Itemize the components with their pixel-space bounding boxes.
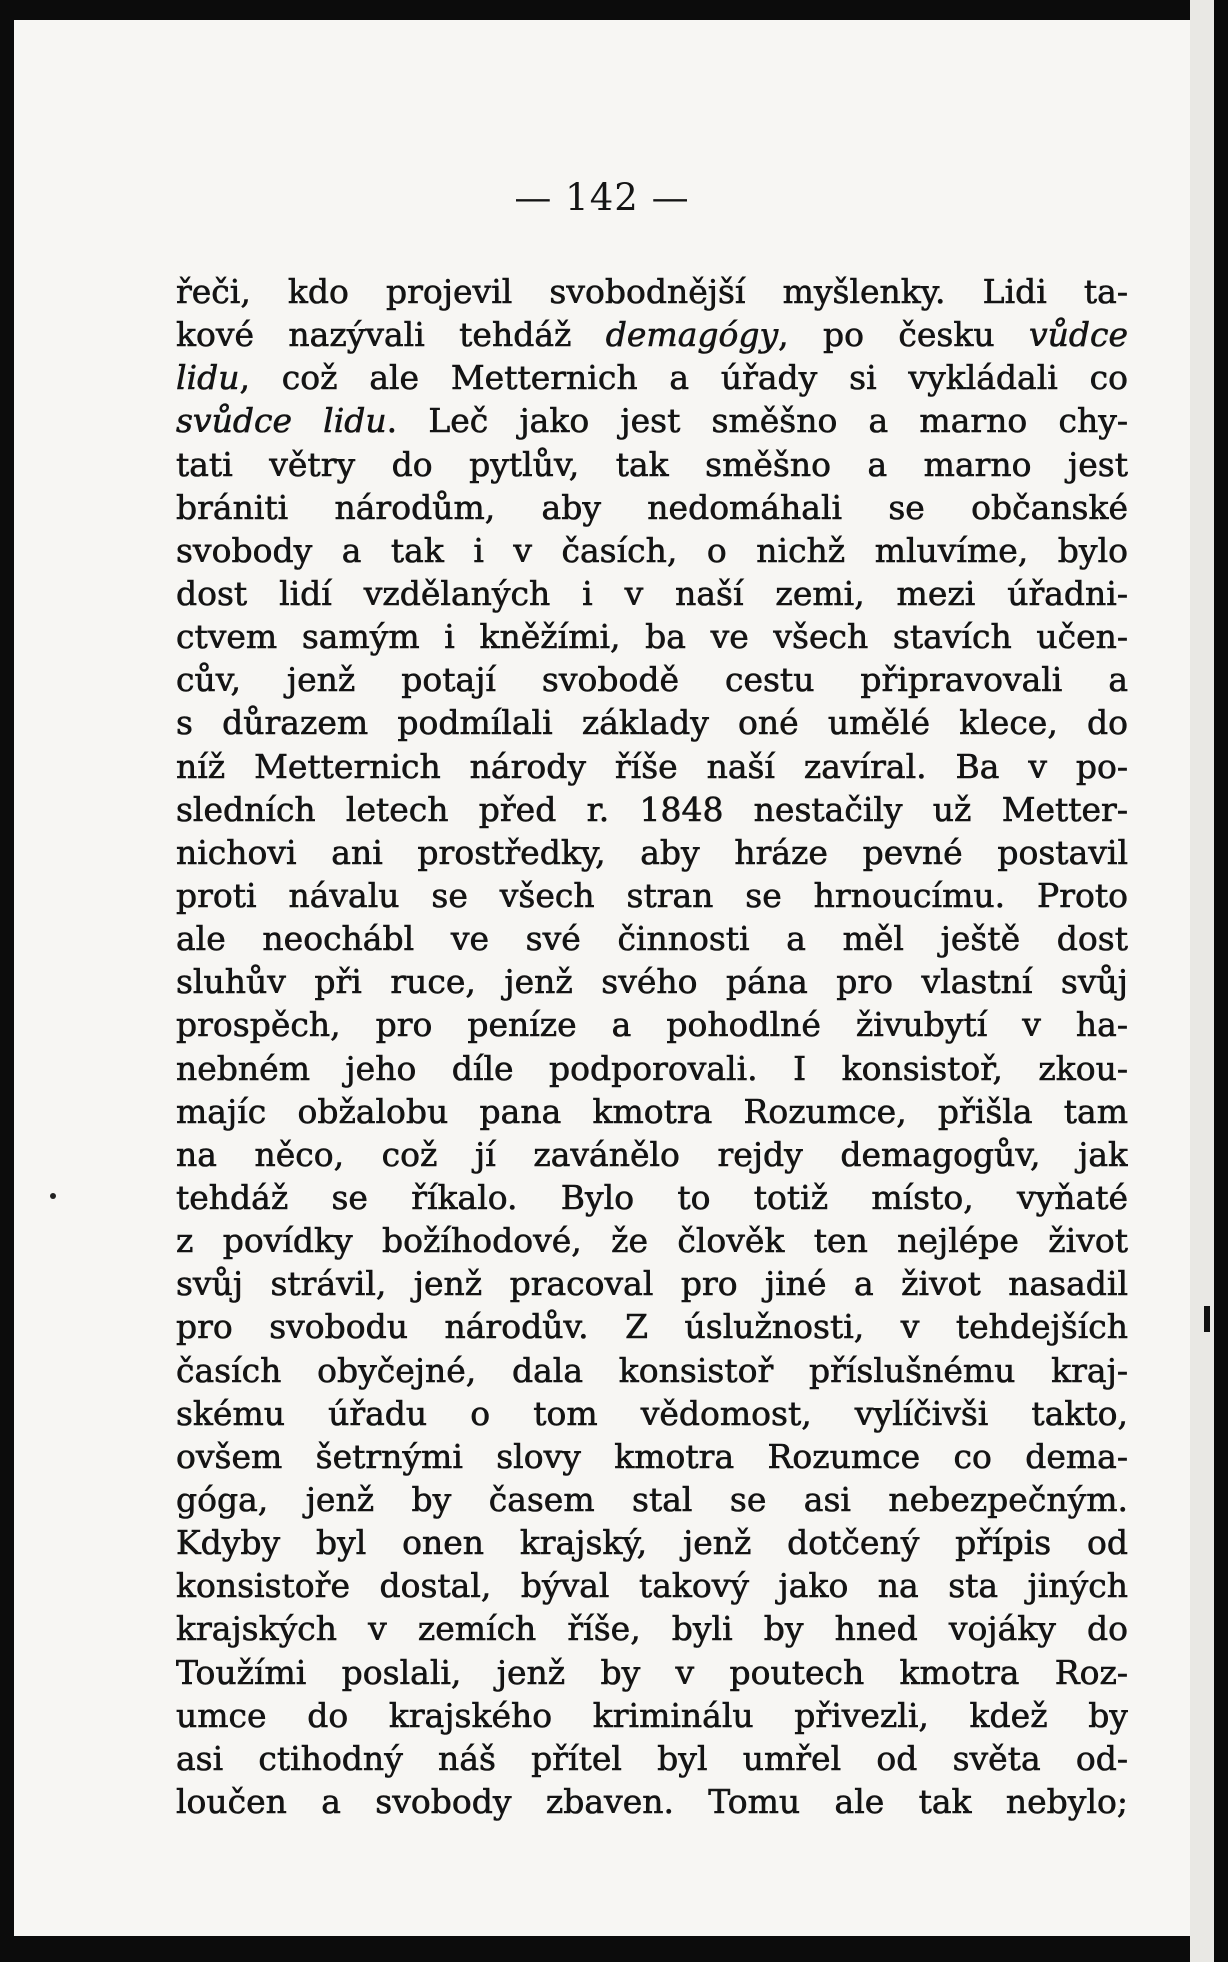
text-line: níž Metternich národy říše naší zavíral. Ba v po- bbox=[176, 746, 1128, 786]
text-line: sluhův při ruce, jenž svého pána pro vlastní svůj bbox=[176, 962, 1128, 1002]
text-line: svůj strávil, jenž pracoval pro jiné a život nasadil bbox=[176, 1264, 1128, 1304]
text-line: krajských v zemích říše, byli by hned vojáky do bbox=[176, 1609, 1128, 1649]
text-line: svobody a tak i v časích, o nichž mluvíme, bylo bbox=[176, 530, 1128, 570]
text-line: tehdáž se říkalo. Bylo to totiž místo, vyňaté bbox=[176, 1177, 1128, 1217]
text-line: majíc obžalobu pana kmotra Rozumce, přišla tam bbox=[176, 1091, 1128, 1131]
page-sheet bbox=[14, 20, 1190, 1936]
text-line: časích obyčejné, dala konsistoř příslušnému kraj- bbox=[176, 1350, 1128, 1390]
text-line: ctvem samým i kněžími, ba ve všech stavích učen- bbox=[176, 617, 1128, 657]
text-line: s důrazem podmílali základy oné umělé klece, do bbox=[176, 703, 1128, 743]
scan-border bbox=[1214, 0, 1228, 1962]
text-line: z povídky božíhodové, že člověk ten nejlépe život bbox=[176, 1221, 1128, 1261]
page-number: — 142 — bbox=[514, 176, 690, 219]
text-line: brániti národům, aby nedomáhali se občanské bbox=[176, 487, 1128, 527]
text-line: lidu, což ale Metternich a úřady si vykládali co bbox=[176, 358, 1128, 398]
text-line: ale neochábl ve své činnosti a měl ještě dost bbox=[176, 919, 1128, 959]
text-line: dost lidí vzdělaných i v naší zemi, mezi úřadni- bbox=[176, 573, 1128, 613]
text-line: loučen a svobody zbaven. Tomu ale tak nebylo; bbox=[176, 1781, 1128, 1821]
text-line: góga, jenž by časem stal se asi nebezpečným. bbox=[176, 1479, 1128, 1519]
ink-speck bbox=[50, 1193, 56, 1199]
text-line: umce do krajského kriminálu přivezli, kdež by bbox=[176, 1695, 1128, 1735]
text-line: Toužími poslali, jenž by v poutech kmotra Roz- bbox=[176, 1652, 1128, 1692]
text-line: Kdyby byl onen krajský, jenž dotčený přípis od bbox=[176, 1523, 1128, 1563]
text-line: tati větry do pytlův, tak směšno a marno jest bbox=[176, 444, 1128, 484]
text-line: nebném jeho díle podporovali. I konsistoř, zkou- bbox=[176, 1048, 1128, 1088]
binding-mark bbox=[1204, 1306, 1210, 1332]
text-line: kové nazývali tehdáž demagógy, po česku vůdce bbox=[176, 315, 1128, 355]
text-line: cův, jenž potají svobodě cestu připravovali a bbox=[176, 660, 1128, 700]
text-line: pro svobodu národův. Z úslužnosti, v tehdejších bbox=[176, 1307, 1128, 1347]
adjacent-page-edge bbox=[1190, 0, 1214, 1962]
text-line: skému úřadu o tom vědomost, vylíčivši takto, bbox=[176, 1393, 1128, 1433]
text-line: na něco, což jí zavánělo rejdy demagogův, jak bbox=[176, 1134, 1128, 1174]
text-line: proti návalu se všech stran se hrnoucímu. Proto bbox=[176, 875, 1128, 915]
text-line: konsistoře dostal, býval takový jako na sta jiných bbox=[176, 1566, 1128, 1606]
text-line: svůdce lidu. Leč jako jest směšno a marno chy- bbox=[176, 401, 1128, 441]
text-line: nichovi ani prostředky, aby hráze pevné postavil bbox=[176, 832, 1128, 872]
text-line: sledních letech před r. 1848 nestačily už Metter- bbox=[176, 789, 1128, 829]
text-line: prospěch, pro peníze a pohodlné živubytí v ha- bbox=[176, 1005, 1128, 1045]
text-line: ovšem šetrnými slovy kmotra Rozumce co dema- bbox=[176, 1436, 1128, 1476]
text-line: řeči, kdo projevil svobodnější myšlenky. Lidi ta- bbox=[176, 272, 1128, 311]
body-text bbox=[176, 270, 1128, 1823]
text-line: asi ctihodný náš přítel byl umřel od světa od- bbox=[176, 1738, 1128, 1778]
